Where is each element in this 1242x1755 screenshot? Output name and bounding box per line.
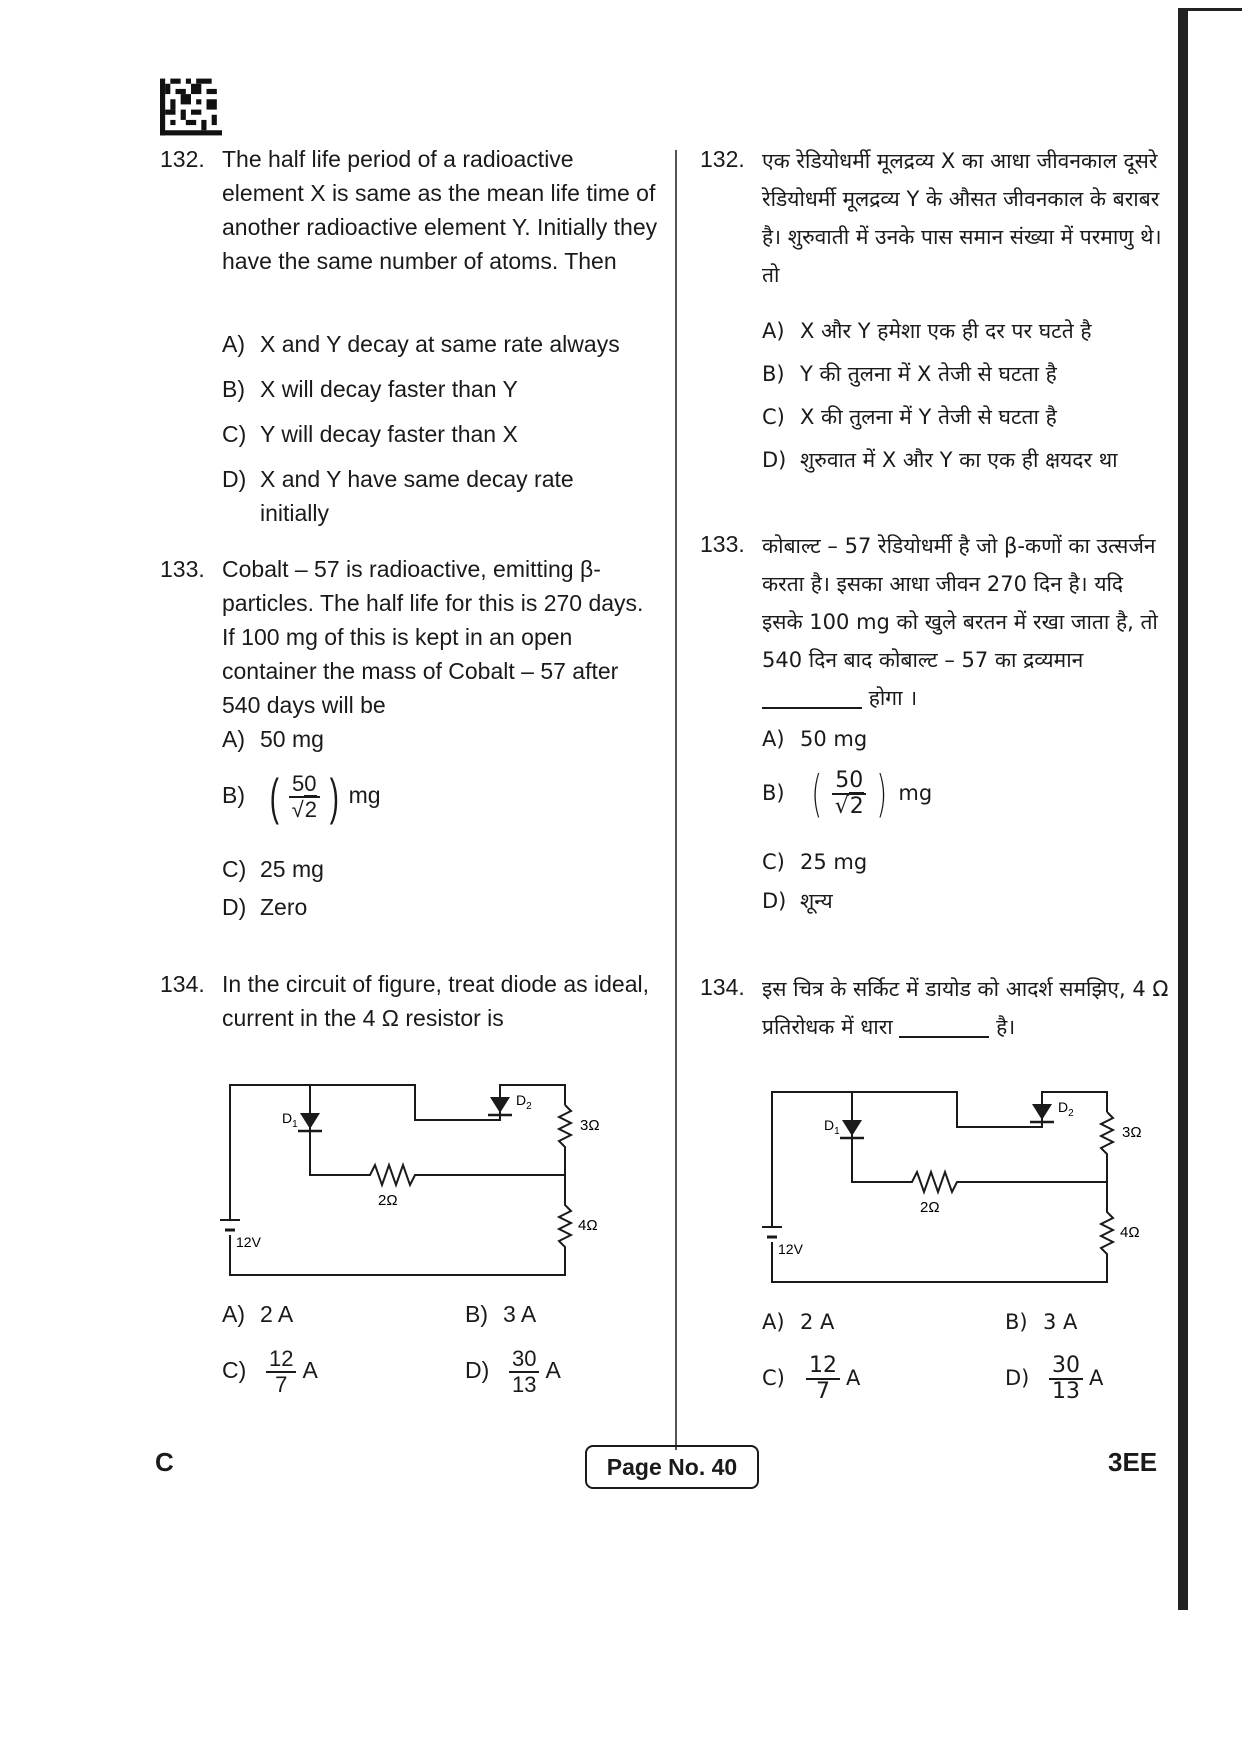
d2-label: $D_2$ bbox=[1058, 1099, 1074, 1119]
question-132-en bbox=[160, 142, 660, 526]
d2-label: $D_2$ bbox=[516, 1092, 532, 1112]
column-divider bbox=[675, 150, 677, 1450]
circuit-diagram-hi bbox=[762, 1082, 1142, 1292]
question-text: एक रेडियोधर्मी मूलद्रव्य X का आधा जीवनकाल दूसरे रेडियोधर्मी मूलद्रव्य Y के औसत जीवनकाल के बराबर है। शुरुवाती में उनके पास समान संख्या में परमाणु थे। तो bbox=[762, 149, 1162, 287]
battery-label: 12V bbox=[236, 1234, 261, 1250]
fraction: $\frac{12}{7}$ bbox=[266, 1347, 296, 1397]
option-c[interactable]: C) 25 mg bbox=[222, 856, 324, 882]
page-number-box: Page No. 40 bbox=[585, 1445, 759, 1489]
answer-blank bbox=[899, 1036, 989, 1038]
question-number: 132. bbox=[160, 146, 205, 172]
circuit-diagram-en bbox=[220, 1075, 600, 1285]
question-text: इस चित्र के सर्किट में डायोड को आदर्श समझिए, 4 Ω प्रतिरोधक में धारा है। bbox=[762, 977, 1169, 1039]
option-a[interactable]: A) 50 mg bbox=[762, 727, 868, 751]
option-a[interactable]: A) 2 A bbox=[762, 1310, 835, 1334]
page-edge bbox=[1178, 10, 1188, 1610]
fraction: $\frac{30}{13}$ bbox=[1049, 1354, 1083, 1404]
option-c[interactable]: C) $\frac{12}{7}$ A bbox=[222, 1346, 318, 1397]
fraction: $\frac{50}{√2}$ bbox=[289, 772, 319, 822]
option-d[interactable]: D) $\frac{30}{13}$ A bbox=[465, 1346, 561, 1397]
option-a[interactable]: A) 50 mg bbox=[222, 726, 324, 752]
question-132-hi bbox=[700, 142, 1170, 472]
d1-label: $D_1$ bbox=[282, 1110, 298, 1130]
option-b[interactable]: B) 3 A bbox=[465, 1301, 537, 1327]
question-133-hi bbox=[700, 527, 1170, 913]
question-number: 132. bbox=[700, 146, 745, 172]
r4-label: 4Ω bbox=[578, 1217, 598, 1234]
paper-set-code: C bbox=[155, 1447, 174, 1477]
qr-code bbox=[160, 78, 222, 136]
fraction: $\frac{50}{√2}$ bbox=[832, 769, 866, 819]
option-a[interactable]: A) X और Y हमेशा एक ही दर पर घटते है bbox=[762, 319, 1092, 343]
question-text: The half life period of a radioactive element X is same as the mean life time of another radioactive element Y. Initially they have the same number of atoms. Then bbox=[222, 146, 658, 274]
option-c[interactable]: C) 25 mg bbox=[762, 850, 868, 874]
r2-label: 2Ω bbox=[920, 1199, 940, 1216]
option-c[interactable]: C) $\frac{12}{7}$ A bbox=[762, 1353, 861, 1404]
option-d[interactable]: D) Zero bbox=[222, 894, 308, 920]
option-d[interactable]: D) X and Y have same decay rate initially bbox=[222, 466, 574, 526]
question-133-en bbox=[160, 552, 660, 920]
option-d[interactable]: D) शुरुवात में X और Y का एक ही क्षयदर था bbox=[762, 448, 1118, 472]
r3-label: 3Ω bbox=[1122, 1124, 1142, 1141]
r2-label: 2Ω bbox=[378, 1192, 398, 1209]
option-d[interactable]: D) शून्य bbox=[762, 889, 833, 913]
option-c[interactable]: C) Y will decay faster than X bbox=[222, 421, 518, 447]
answer-blank bbox=[762, 707, 862, 709]
d1-label: $D_1$ bbox=[824, 1117, 840, 1137]
option-c[interactable]: C) X की तुलना में Y तेजी से घटता है bbox=[762, 405, 1057, 429]
battery-label: 12V bbox=[778, 1241, 803, 1257]
question-number: 133. bbox=[700, 531, 745, 557]
question-text: कोबाल्ट – 57 रेडियोधर्मी है जो β-कणों का उत्सर्जन करता है। इसका आधा जीवन 270 दिन है। यदि इसके 100 mg को खुले बरतन में रखा जाता है, तो 540 दिन बाद कोबाल्ट – 57 का द्रव्यमान होगा । bbox=[762, 534, 1158, 710]
question-number: 134. bbox=[160, 971, 205, 997]
question-number: 134. bbox=[700, 974, 745, 1000]
option-d[interactable]: D) $\frac{30}{13}$ A bbox=[1005, 1353, 1104, 1404]
question-text: In the circuit of figure, treat diode as ideal, current in the 4 Ω resistor is bbox=[222, 971, 650, 1031]
r3-label: 3Ω bbox=[580, 1117, 600, 1134]
option-b[interactable]: B) ( $\frac{50}{√2}$ ) mg bbox=[222, 769, 381, 825]
option-b[interactable]: B) X will decay faster than Y bbox=[222, 376, 518, 402]
fraction: $\frac{12}{7}$ bbox=[806, 1354, 840, 1404]
question-number: 133. bbox=[160, 556, 205, 582]
question-text: Cobalt – 57 is radioactive, emitting β-particles. The half life for this is 270 days. If 100 mg of this is kept in an open container the mass of Cobalt – 57 after 540 days will be bbox=[222, 556, 644, 718]
option-a[interactable]: A) X and Y decay at same rate always bbox=[222, 331, 620, 357]
option-b[interactable]: B) Y की तुलना में X तेजी से घटता है bbox=[762, 362, 1057, 386]
booklet-code: 3EE bbox=[1108, 1447, 1158, 1477]
option-a[interactable]: A) 2 A bbox=[222, 1301, 294, 1327]
fraction: $\frac{30}{13}$ bbox=[509, 1347, 539, 1397]
option-b[interactable]: B) 3 A bbox=[1005, 1310, 1078, 1334]
r4-label: 4Ω bbox=[1120, 1224, 1140, 1241]
option-b[interactable]: B) ( $\frac{50}{√2}$ ) mg bbox=[762, 765, 933, 823]
